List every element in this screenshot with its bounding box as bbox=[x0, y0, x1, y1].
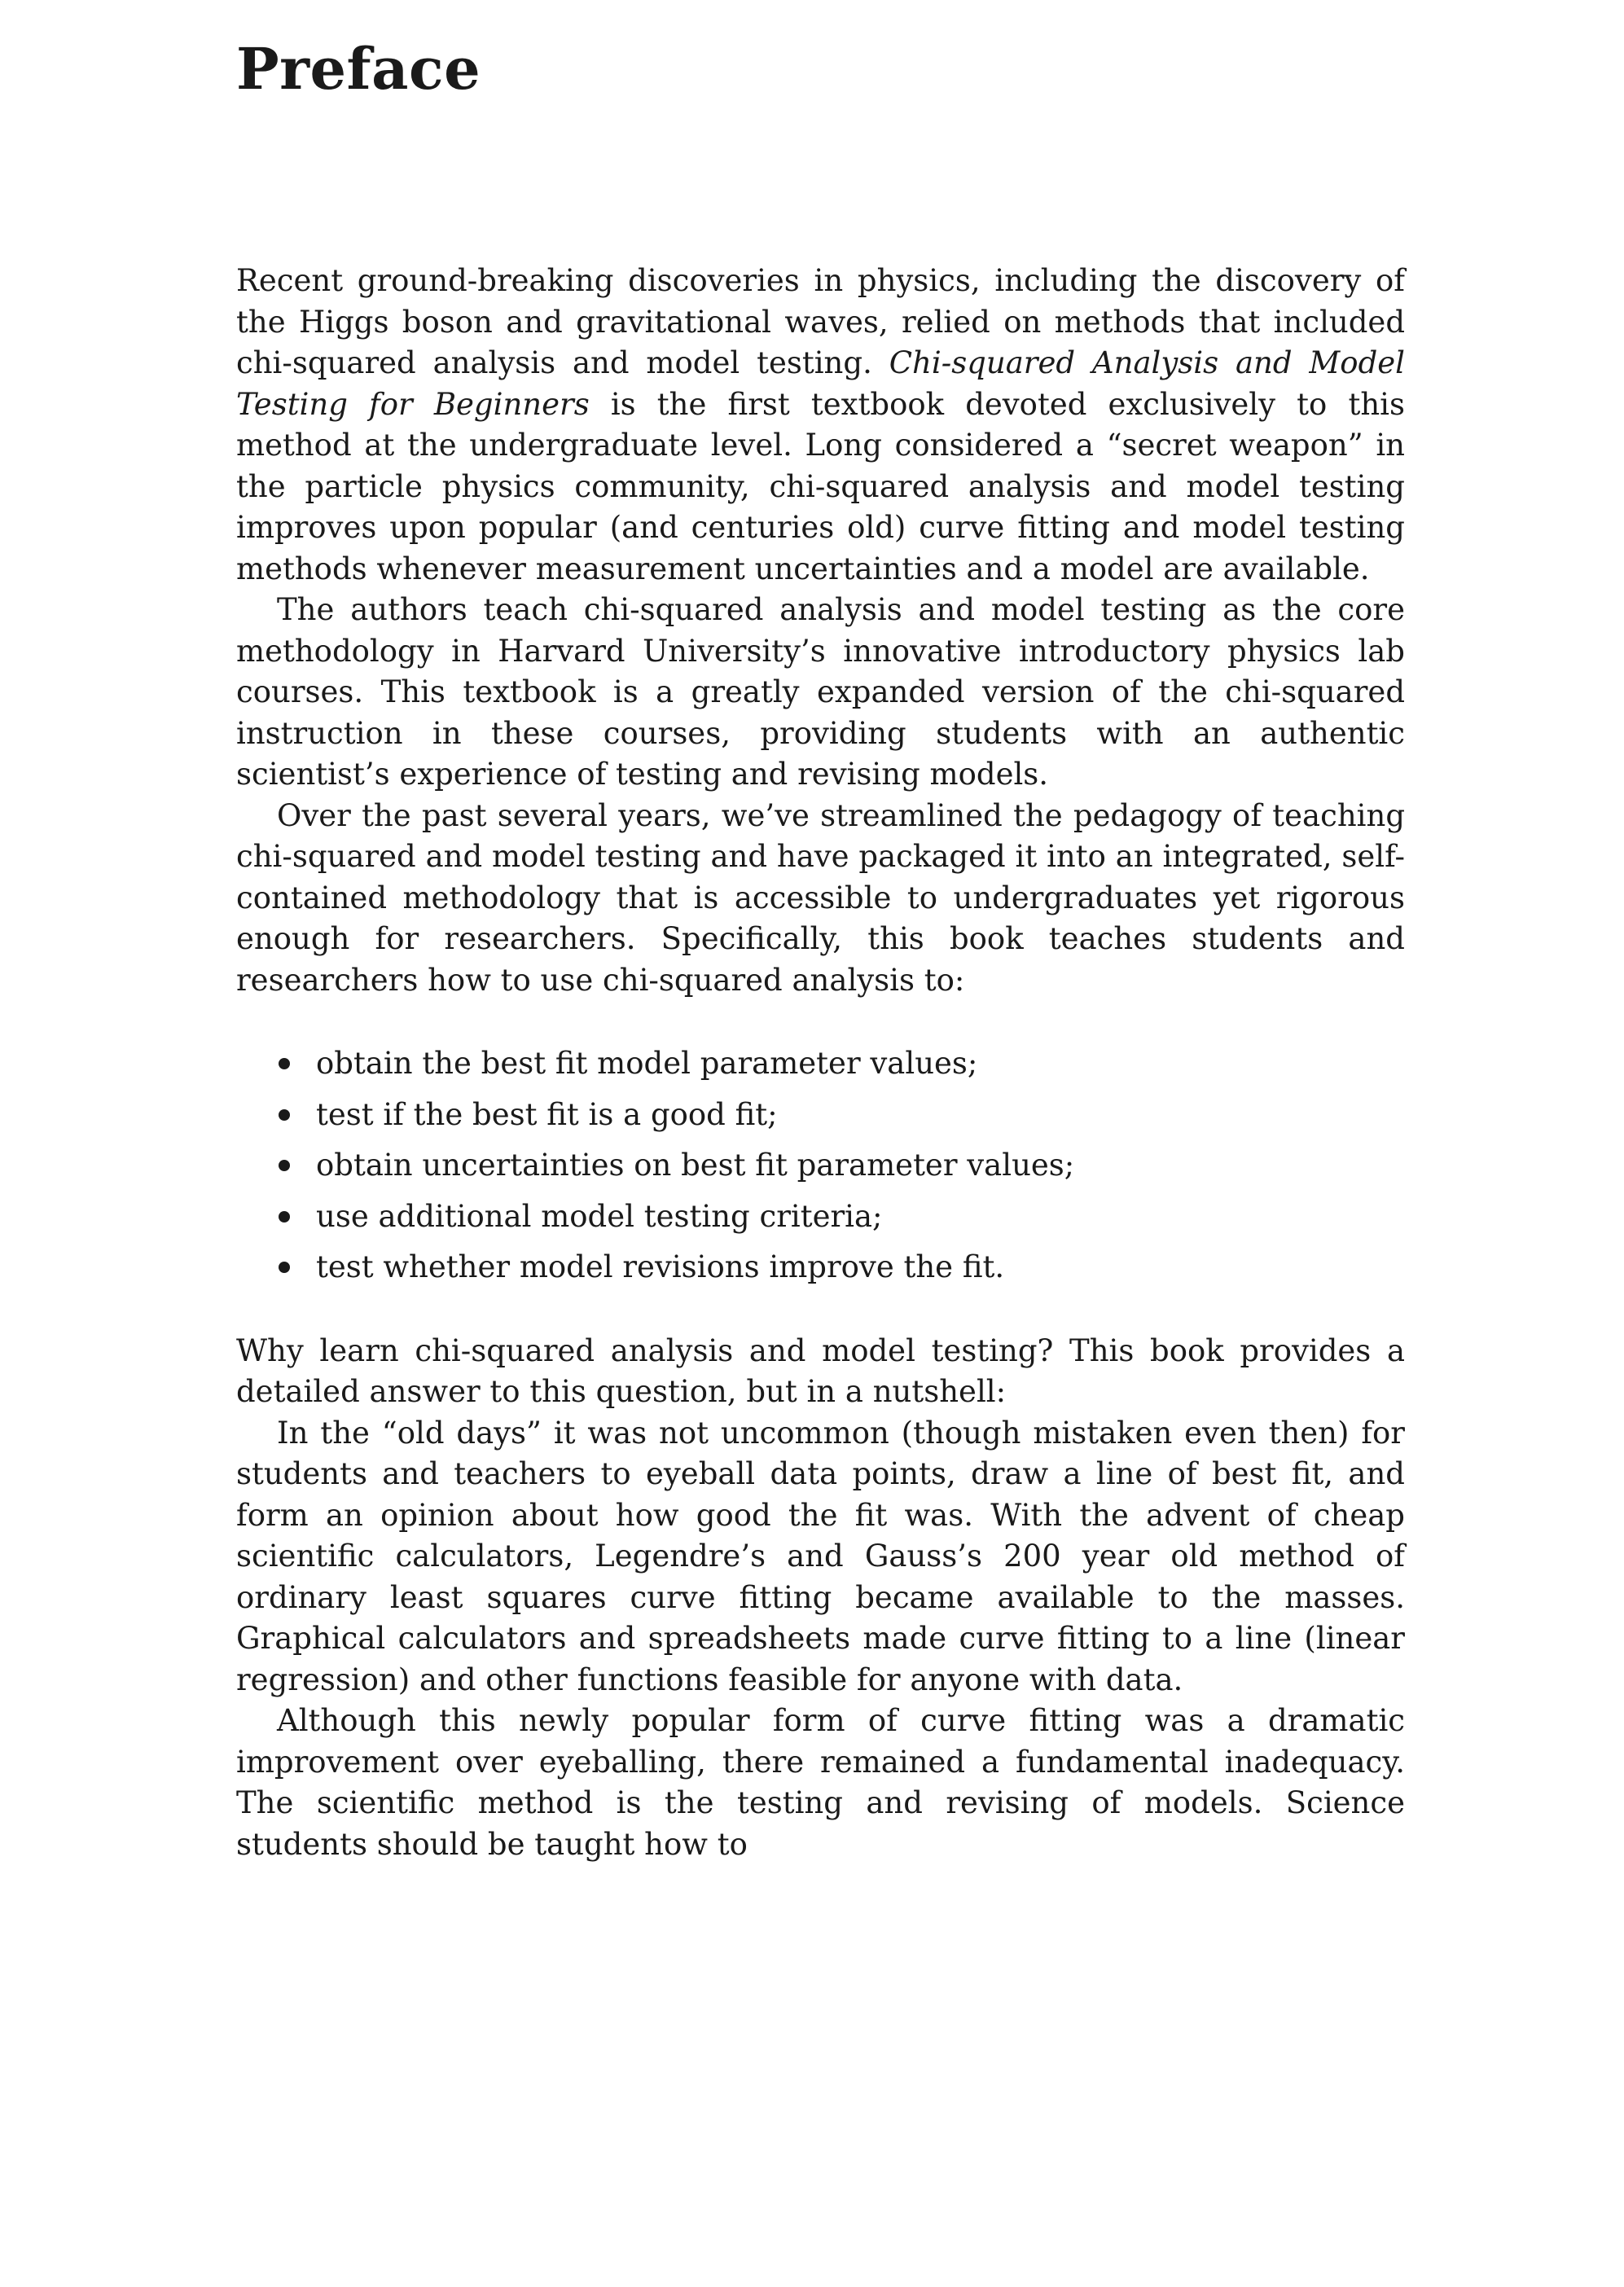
paragraph-old-days: In the “old days” it was not uncommon (though mistaken even then) for students and teachers to eyeball data points, draw a line of best fit, and form an opinion about how good the fit was. With the advent of cheap scientific calculators, Legendre’s and Gauss’s 200 year old method of ordinary least squares curve fitting became available to the masses. Graphical calculators and spreadsheets made curve fitting to a line (linear regression) and other functions feasible for anyone with data. bbox=[236, 1415, 1405, 1697]
book-title: Chi-squared Analysis and Model Testing for Beginners bbox=[236, 345, 1405, 422]
paragraph-intro-text-b: is the first textbook devoted exclusively to this method at the undergraduate level. Long considered a “secret weapon” in the particle physics community, chi-squared analysis and model testing improves upon popular (and centuries old) curve fitting and model testing methods whenever measurement uncertainties and a model are available. bbox=[236, 386, 1405, 586]
bullet-icon bbox=[279, 1262, 290, 1273]
paragraph-intro-text-a: Recent ground-breaking discoveries in physics, including the discovery of the Higgs boson and gravitational waves, relied on methods that included chi-squared analysis and model testing. bbox=[236, 263, 1405, 380]
list-item bbox=[236, 1090, 1405, 1141]
bullet-icon bbox=[279, 1109, 290, 1121]
list-item-text: use additional model testing criteria; bbox=[316, 1198, 883, 1234]
list-item-text: test if the best fit is a good fit; bbox=[316, 1096, 778, 1132]
paragraph-pedagogy: Over the past several years, we’ve streamlined the pedagogy of teaching chi-squared and model testing and have packaged it into an integrated, self-contained methodology that is accessible to undergraduates yet rigorous enough for researchers. Specifically, this book teaches students and researchers how to use chi-squared analysis to: bbox=[236, 797, 1405, 998]
list-item bbox=[236, 1242, 1405, 1293]
paragraph-why-learn: Why learn chi-squared analysis and model testing? This book provides a detailed answer to this question, but in a nutshell: bbox=[236, 1332, 1405, 1409]
paragraph-intro bbox=[236, 261, 1405, 590]
paragraph-inadequacy: Although this newly popular form of curve fitting was a dramatic improvement over eyeballing, there remained a fundamental inadequacy. The scientific method is the testing and revising of models. Science students should be taught how to bbox=[236, 1703, 1405, 1862]
list-item-text: obtain the best fit model parameter values; bbox=[316, 1046, 978, 1081]
bullet-icon bbox=[279, 1058, 290, 1069]
list-item bbox=[236, 1192, 1405, 1243]
page-title: Preface bbox=[236, 35, 481, 103]
bullet-icon bbox=[279, 1160, 290, 1171]
list-item bbox=[236, 1140, 1405, 1192]
list-item bbox=[236, 1038, 1405, 1090]
preface-body bbox=[236, 261, 1405, 1865]
list-item-text: obtain uncertainties on best fit parameter values; bbox=[316, 1148, 1075, 1183]
bullet-icon bbox=[279, 1211, 290, 1223]
list-item-text: test whether model revisions improve the fit. bbox=[316, 1249, 1005, 1284]
skills-list bbox=[236, 1038, 1405, 1293]
paragraph-harvard: The authors teach chi-squared analysis and model testing as the core methodology in Harvard University’s innovative introductory physics lab courses. This textbook is a greatly expanded version of the chi-squared instruction in these courses, providing students with an authentic scientist’s experience of testing and revising models. bbox=[236, 592, 1405, 792]
